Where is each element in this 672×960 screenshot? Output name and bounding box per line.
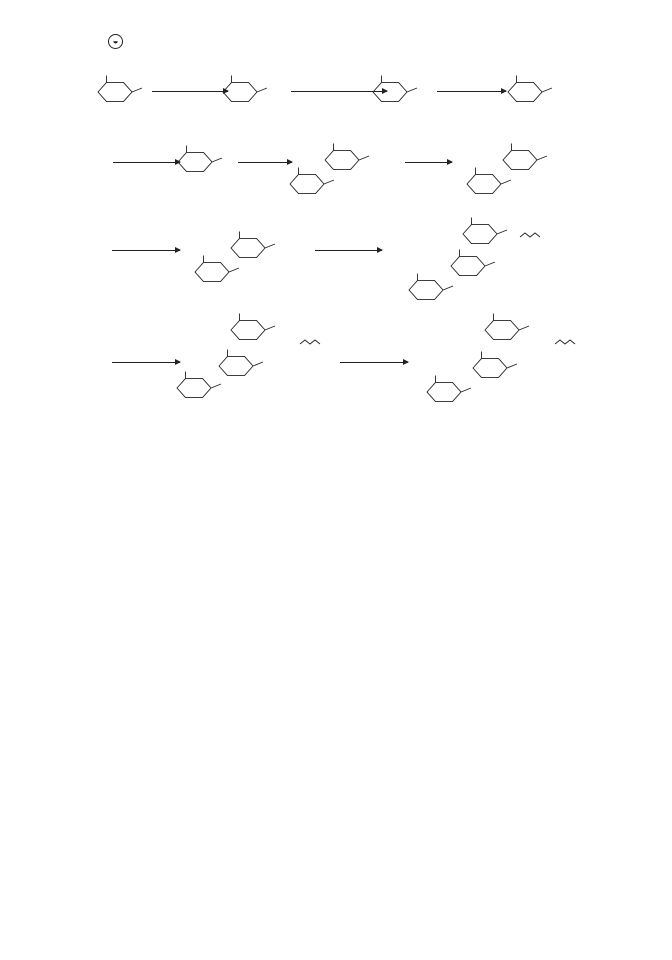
pyranose-ring — [473, 351, 517, 377]
alkyl-linker — [300, 340, 320, 344]
reaction-arrow-10 — [340, 362, 408, 363]
pyranose-ring — [290, 167, 334, 193]
pyranose-ring — [325, 143, 369, 169]
pyranose-ring — [178, 145, 222, 171]
alkyl-linker — [520, 233, 540, 237]
pyranose-ring — [485, 313, 529, 339]
pyranose-ring — [219, 349, 263, 375]
pyranose-ring — [508, 75, 552, 101]
reaction-arrow-1 — [152, 91, 228, 92]
reaction-arrow-2 — [291, 91, 387, 92]
reaction-arrow-7 — [112, 250, 180, 251]
journal-logo-icon: ◒ — [108, 34, 123, 49]
alkyl-linker — [555, 340, 575, 344]
pyranose-ring — [231, 231, 275, 257]
reaction-arrow-3 — [437, 91, 506, 92]
pyranose-ring — [451, 249, 495, 275]
ring-drawings — [98, 75, 575, 401]
pyranose-ring — [467, 167, 511, 193]
reaction-arrow-5 — [238, 162, 292, 163]
pyranose-ring — [195, 255, 239, 281]
pyranose-ring — [98, 75, 142, 101]
pyranose-ring — [177, 371, 221, 397]
pyranose-ring — [223, 75, 267, 101]
pyranose-ring — [373, 75, 417, 101]
reaction-arrow-6 — [405, 162, 452, 163]
pyranose-ring — [463, 217, 507, 243]
pyranose-ring — [409, 273, 453, 299]
reaction-arrow-4 — [113, 162, 180, 163]
pyranose-ring — [427, 375, 471, 401]
pyranose-ring — [503, 143, 547, 169]
reaction-arrow-8 — [315, 250, 382, 251]
reaction-arrow-9 — [112, 362, 180, 363]
pyranose-ring — [231, 313, 275, 339]
